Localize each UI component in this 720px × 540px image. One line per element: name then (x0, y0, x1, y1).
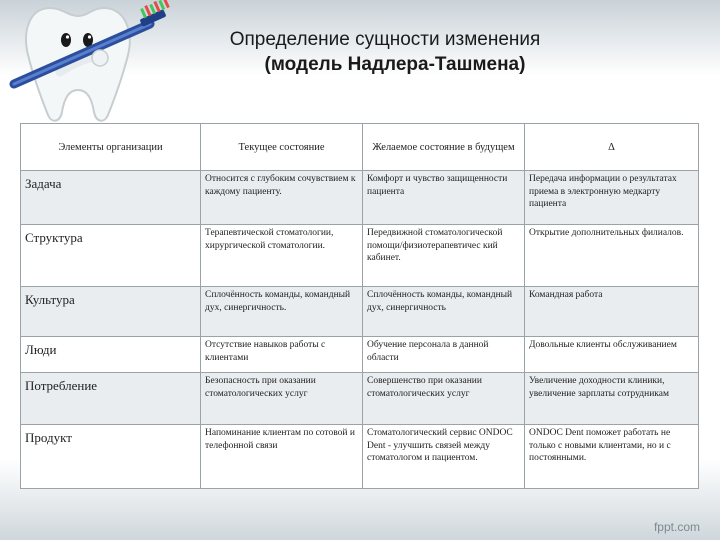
row-label: Люди (21, 337, 201, 373)
table-row (21, 225, 699, 287)
header-desired-state: Желаемое состояние в будущем (363, 124, 525, 171)
table-cell: Сплочённость команды, командный дух, синергичность. (201, 287, 363, 337)
table-cell: Терапевтической стоматологии, хирургической стоматологии. (201, 225, 363, 287)
row-label: Структура (21, 225, 201, 287)
table-header-row (21, 124, 699, 171)
table-cell: Отсутствие навыков работы с клиентами (201, 337, 363, 373)
table-row (21, 373, 699, 425)
tooth-mascot-illustration (0, 0, 190, 130)
table-cell: Командная работа (525, 287, 699, 337)
table-row (21, 337, 699, 373)
table-cell: Относится с глубоким сочувствием к каждому пациенту. (201, 171, 363, 225)
table-cell: Открытие дополнительных филиалов. (525, 225, 699, 287)
table-cell: ONDOC Dent поможет работать не только с новыми клиентами, но и с постоянными. (525, 425, 699, 489)
title-line-1: Определение сущности изменения (229, 29, 541, 50)
table-row (21, 425, 699, 489)
row-label: Потребление (21, 373, 201, 425)
table-cell: Безопасность при оказании стоматологических услуг (201, 373, 363, 425)
header-delta: Δ (525, 124, 699, 171)
table-cell: Обучение персонала в данной области (363, 337, 525, 373)
header-current-state: Текущее состояние (201, 124, 363, 171)
table-cell: Напоминание клиентам по сотовой и телефонной связи (201, 425, 363, 489)
table-cell: Увеличение доходности клиники, увеличение зарплаты сотрудникам (525, 373, 699, 425)
table-cell: Передача информации о результатах приема в электронную медкарту пациента (525, 171, 699, 225)
table-cell: Передвижной стоматологической помощи/физиотерапевтичес кий кабинет. (363, 225, 525, 287)
slide-title (175, 28, 575, 78)
fppt-watermark: fppt.com (653, 520, 700, 534)
row-label: Задача (21, 171, 201, 225)
table-cell: Комфорт и чувство защищенности пациента (363, 171, 525, 225)
title-line-2: (модель Надлера-Ташмена) (264, 54, 526, 75)
table-cell: Совершенство при оказании стоматологических услуг (363, 373, 525, 425)
nadler-tushman-table (20, 123, 699, 489)
table-cell: Довольные клиенты обслуживанием (525, 337, 699, 373)
row-label: Продукт (21, 425, 201, 489)
row-label: Культура (21, 287, 201, 337)
table-row (21, 287, 699, 337)
table-cell: Стоматологический сервис ONDOC Dent - улучшить связей между стоматологом и пациентом. (363, 425, 525, 489)
table-cell: Сплочённость команды, командный дух, синергичность (363, 287, 525, 337)
header-elements: Элементы организации (21, 124, 201, 171)
table-row (21, 171, 699, 225)
